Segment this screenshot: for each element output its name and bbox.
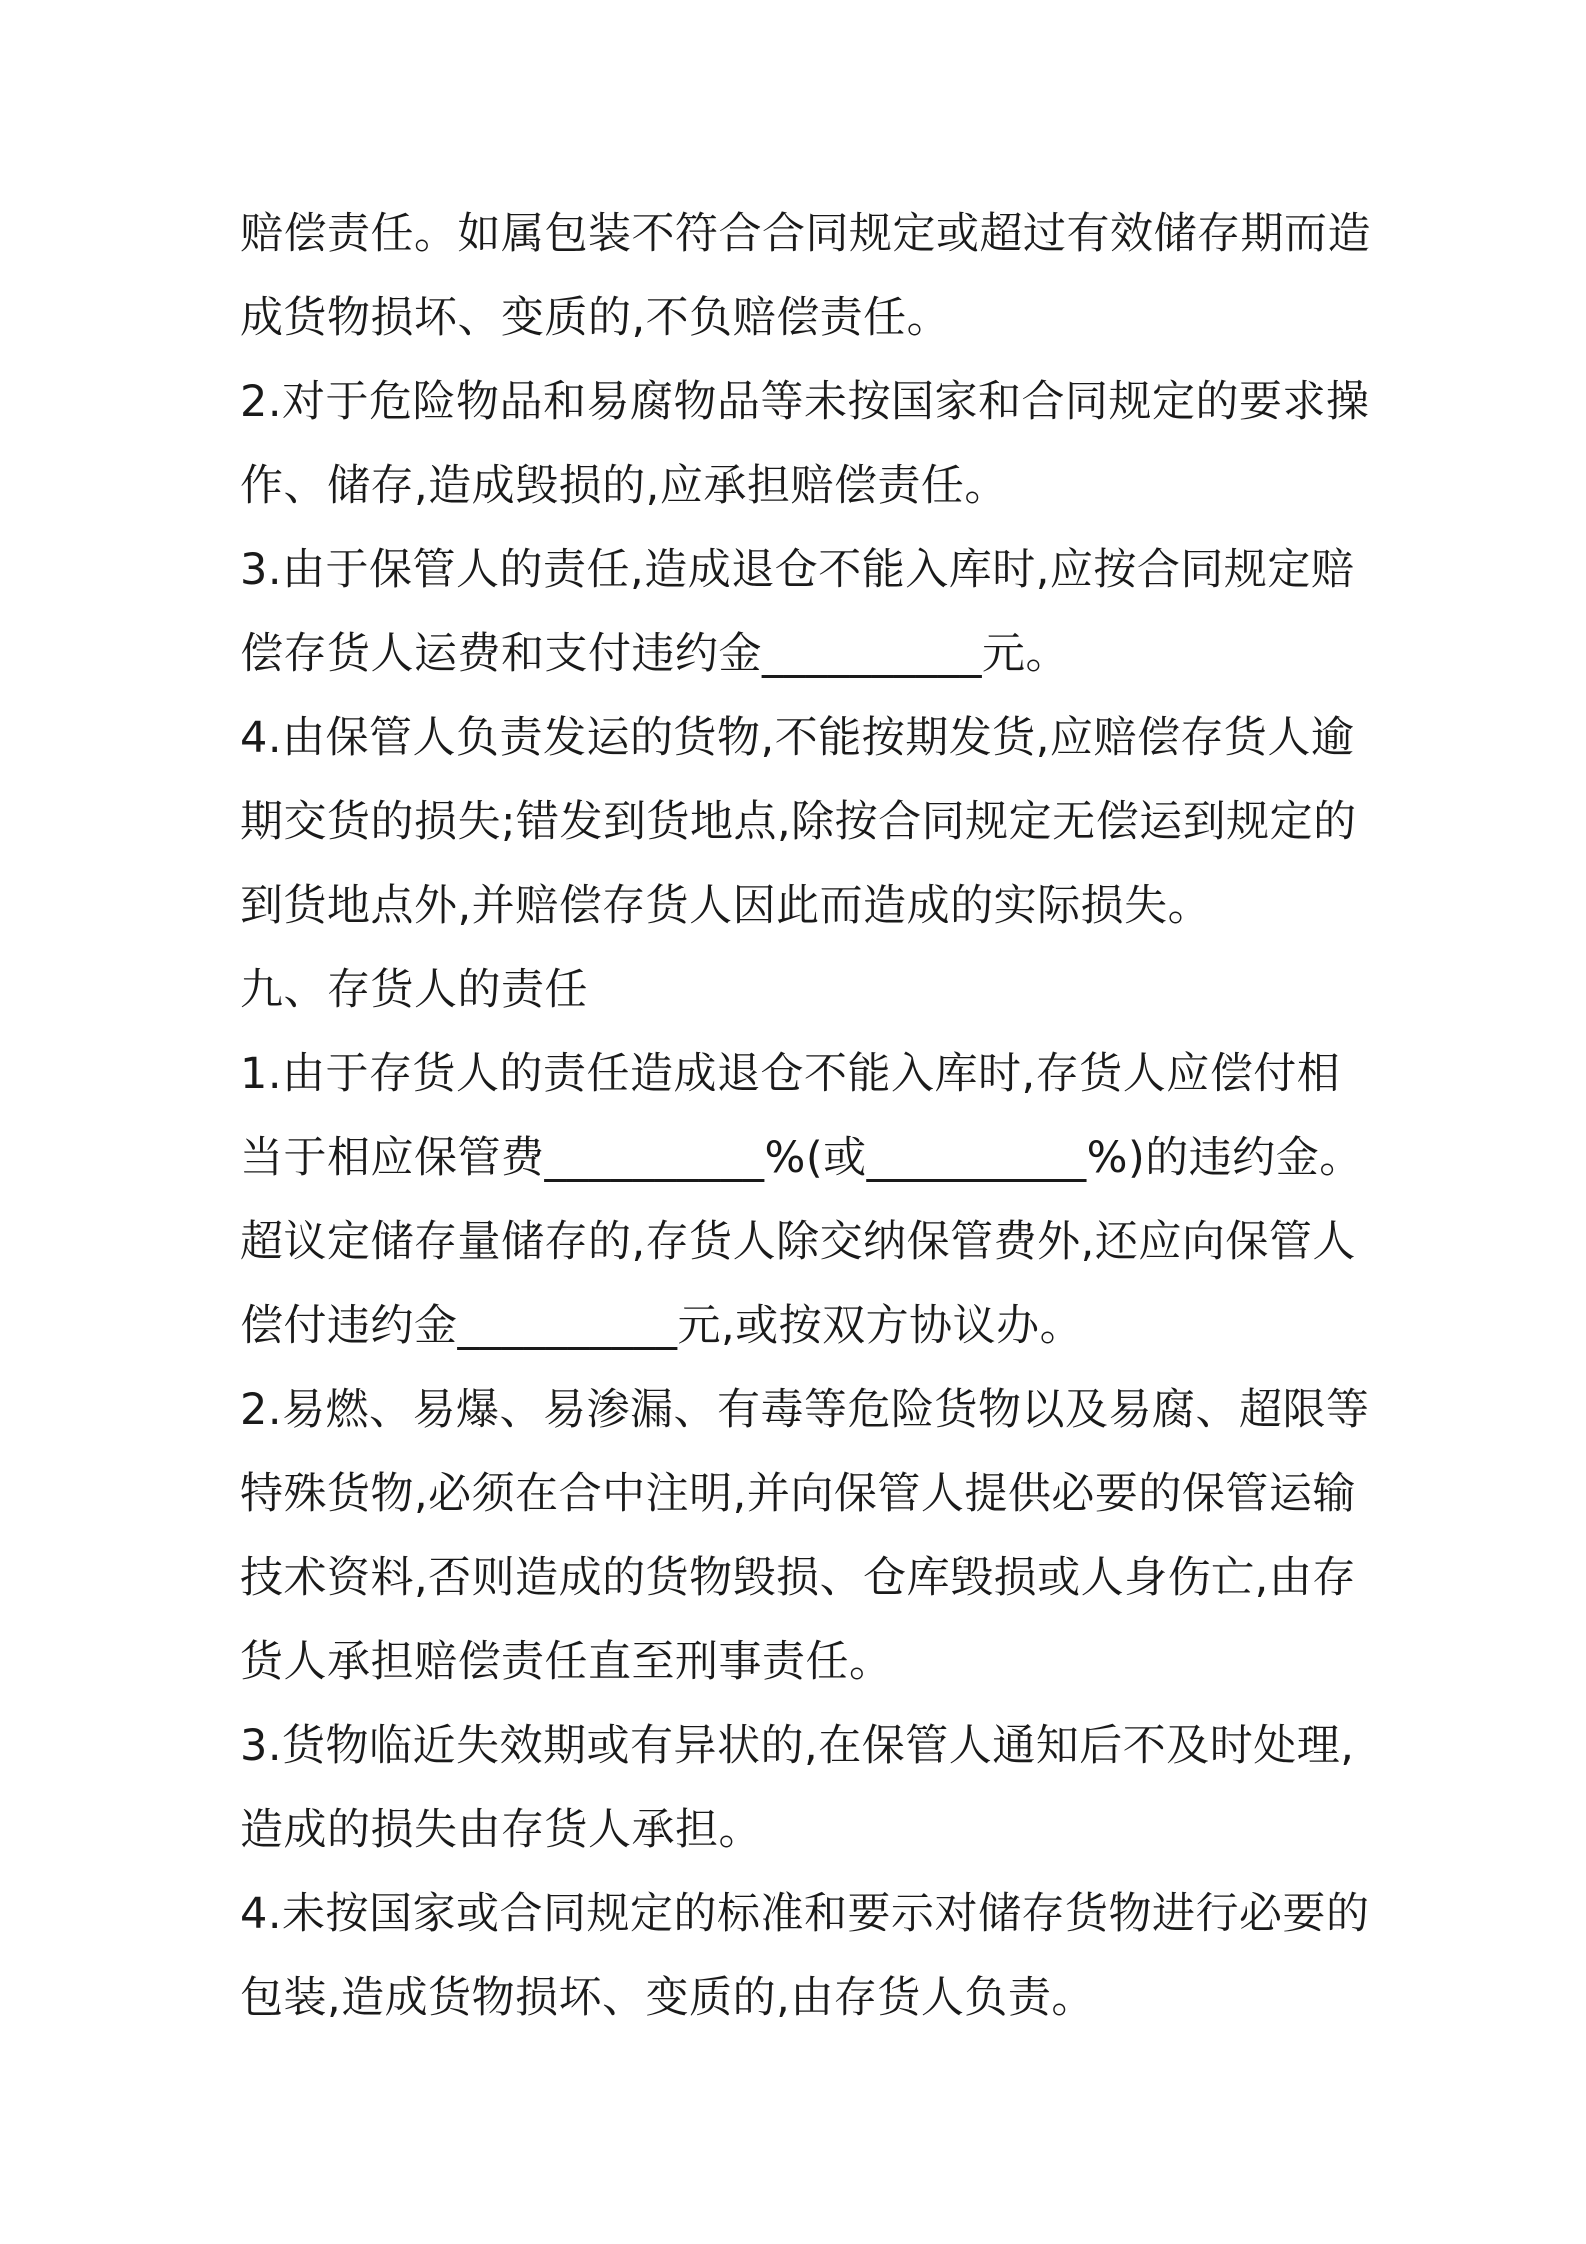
document-body: [240, 192, 1371, 2040]
text-line: 偿存货人运费和支付违约金__________元。: [240, 629, 1069, 679]
text-line: 到货地点外,并赔偿存货人因此而造成的实际损失。: [240, 881, 1212, 931]
text-line: 2.对于危险物品和易腐物品等未按国家和合同规定的要求操: [240, 377, 1370, 427]
text-line: 2.易燃、易爆、易渗漏、有毒等危险货物以及易腐、超限等: [240, 1385, 1370, 1435]
text-line: 成货物损坏、变质的,不负赔偿责任。: [240, 293, 951, 343]
text-line: 1.由于存货人的责任造成退仓不能入库时,存货人应偿付相: [240, 1049, 1341, 1099]
text-line: 3.货物临近失效期或有异状的,在保管人通知后不及时处理,: [240, 1721, 1355, 1771]
text-line: 赔偿责任。如属包装不符合合同规定或超过有效储存期而造: [240, 209, 1371, 259]
text-line: 当于相应保管费__________%(或__________%)的违约金。: [240, 1133, 1363, 1183]
text-line: 包装,造成货物损坏、变质的,由存货人负责。: [240, 1973, 1095, 2023]
text-line: 4.由保管人负责发运的货物,不能按期发货,应赔偿存货人逾: [240, 713, 1355, 763]
text-line: 技术资料,否则造成的货物毁损、仓库毁损或人身伤亡,由存: [240, 1553, 1356, 1603]
text-line: 超议定储存量储存的,存货人除交纳保管费外,还应向保管人: [240, 1217, 1356, 1267]
text-line: 货人承担赔偿责任直至刑事责任。: [240, 1637, 893, 1687]
text-line: 特殊货物,必须在合中注明,并向保管人提供必要的保管运输: [240, 1469, 1356, 1519]
text-line: 3.由于保管人的责任,造成退仓不能入库时,应按合同规定赔: [240, 545, 1355, 595]
text-line: 4.未按国家或合同规定的标准和要示对储存货物进行必要的: [240, 1889, 1370, 1939]
text-line: 偿付违约金__________元,或按双方协议办。: [240, 1301, 1084, 1351]
section-heading: 九、存货人的责任: [240, 965, 588, 1015]
text-line: 造成的损失由存货人承担。: [240, 1805, 762, 1855]
text-line: 期交货的损失;错发到货地点,除按合同规定无偿运到规定的: [240, 797, 1357, 847]
text-line: 作、储存,造成毁损的,应承担赔偿责任。: [240, 461, 1008, 511]
